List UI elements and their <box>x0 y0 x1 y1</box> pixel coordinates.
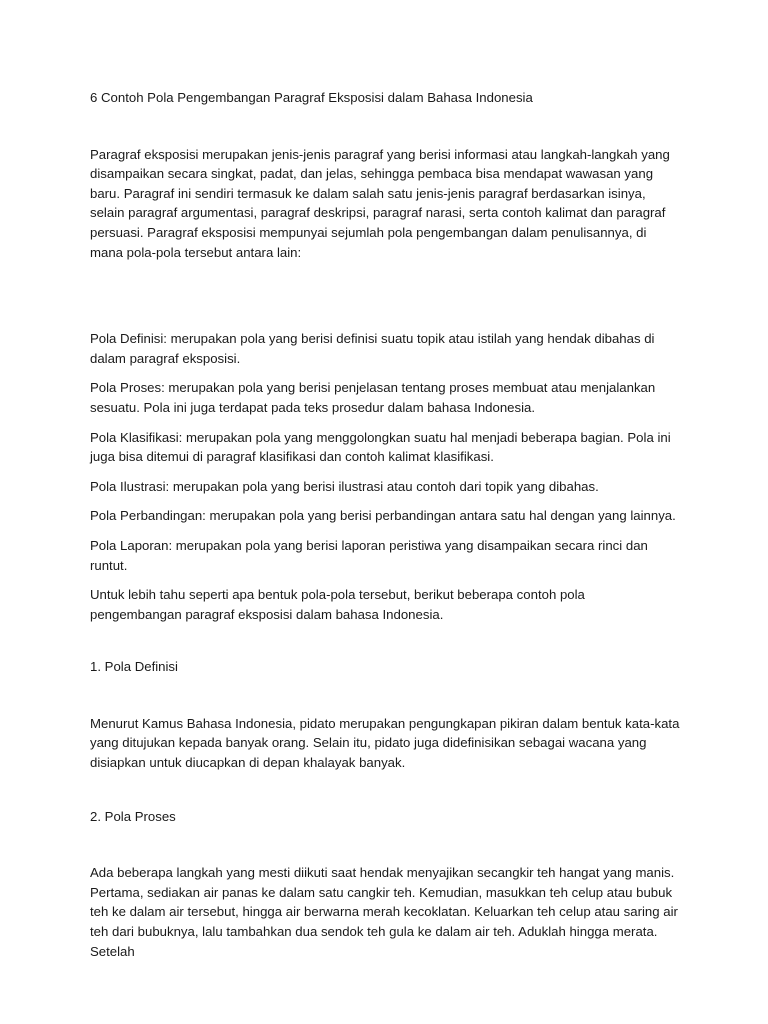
section-heading-proses: 2. Pola Proses <box>90 808 176 824</box>
closing-paragraph: Untuk lebih tahu seperti apa bentuk pola-pola tersebut, berikut beberapa contoh pola pengembangan paragraf eksposisi dalam bahasa Indonesia. <box>90 587 585 622</box>
document-page <box>90 88 680 995</box>
pola-item-definisi: Pola Definisi: merupakan pola yang berisi definisi suatu topik atau istilah yang hendak dibahas di dalam paragraf eksposisi. <box>90 331 655 366</box>
pola-item-klasifikasi: Pola Klasifikasi: merupakan pola yang menggolongkan suatu hal menjadi beberapa bagian. Pola ini juga bisa ditemui di paragraf klasifikasi dan contoh kalimat klasifikasi. <box>90 429 671 465</box>
pola-item-laporan: Pola Laporan: merupakan pola yang berisi laporan peristiwa yang disampaikan secara rinci dan runtut. <box>90 537 648 573</box>
intro-paragraph: Paragraf eksposisi merupakan jenis-jenis paragraf yang berisi informasi atau langkah-langkah yang disampaikan secara singkat, padat, dan jelas, sehingga pembaca bisa mendapat wawasan yang baru. Paragraf ini sendiri termasuk ke dalam salah satu jenis-jenis paragraf berdasarkan isinya, selain paragraf argumentasi, paragraf deskripsi, paragraf narasi, serta contoh kalimat dan paragraf persuasi. Paragraf eksposisi mempunyai sejumlah pola pengembangan dalam penulisannya, di mana pola-pola tersebut antara lain: <box>90 146 670 260</box>
section-body-proses: Ada beberapa langkah yang mesti diikuti saat hendak menyajikan secangkir teh hangat yang manis. Pertama, sediakan air panas ke dalam satu cangkir teh. Kemudian, masukkan teh celup atau bubuk teh ke dalam air tersebut, hingga air berwarna merah kecoklatan. Keluarkan teh celup atau saring air teh dari bubuknya, lalu tambahkan dua sendok teh gula ke dalam air teh. Aduklah hingga merata. Setelah <box>90 865 678 959</box>
pola-item-perbandingan: Pola Perbandingan: merupakan pola yang berisi perbandingan antara satu hal dengan yang lainnya. <box>90 508 676 524</box>
section-heading-definisi: 1. Pola Definisi <box>90 659 178 675</box>
section-body-definisi: Menurut Kamus Bahasa Indonesia, pidato merupakan pengungkapan pikiran dalam bentuk kata-kata yang ditujukan kepada banyak orang. Selain itu, pidato juga didefinisikan sebagai wacana yang disiapkan untuk diucapkan di depan khalayak banyak. <box>90 715 680 771</box>
pola-list <box>90 329 680 575</box>
document-title: 6 Contoh Pola Pengembangan Paragraf Eksposisi dalam Bahasa Indonesia <box>90 90 533 105</box>
pola-item-proses: Pola Proses: merupakan pola yang berisi penjelasan tentang proses membuat atau menjalankan sesuatu. Pola ini juga terdapat pada teks prosedur dalam bahasa Indonesia. <box>90 380 656 415</box>
pola-item-ilustrasi: Pola Ilustrasi: merupakan pola yang berisi ilustrasi atau contoh dari topik yang dibahas. <box>90 478 599 494</box>
